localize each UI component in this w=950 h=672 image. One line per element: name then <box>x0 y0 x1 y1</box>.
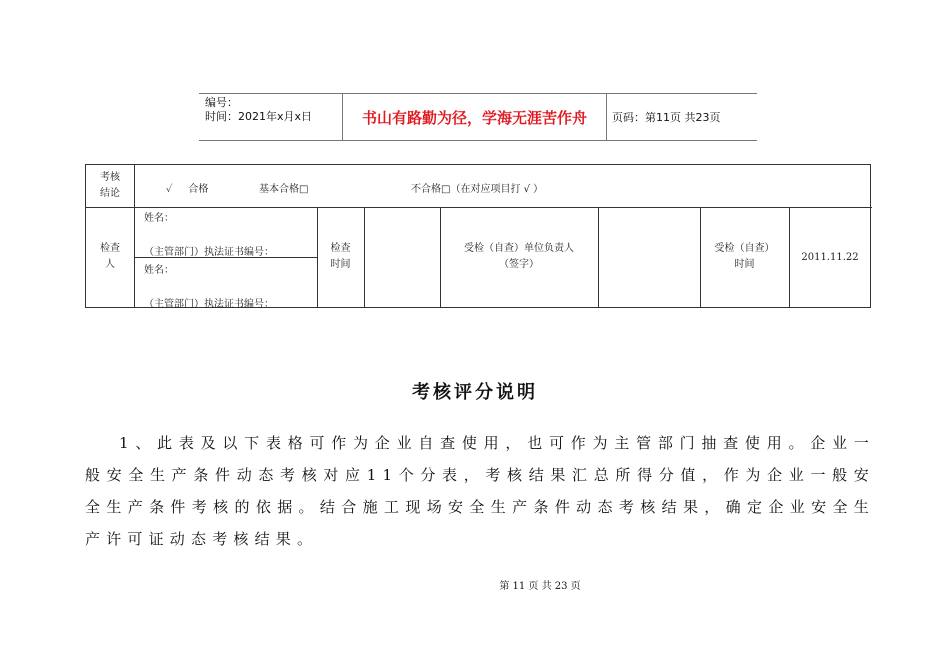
inspector-cert-1: （主管部门）执法证书编号： <box>144 247 274 258</box>
section-title: 考核评分说明 <box>412 382 538 403</box>
time-label: 时间：2021年x月x日 <box>205 110 313 123</box>
responsible-label: 受检（自查）单位负责人 （签字） <box>464 243 574 270</box>
check-time-label: 检查 时间 <box>330 243 351 270</box>
conclusion-label: 考核 结论 <box>100 172 120 199</box>
page-footer: 第 11 页 共 23 页 <box>499 581 581 592</box>
inspector-name-1: 姓名： <box>144 213 174 224</box>
basic-pass-option: 基本合格□ <box>259 184 309 195</box>
header-meta <box>199 94 342 140</box>
header-bottom-rule <box>199 140 757 141</box>
inspector-label: 检查 人 <box>100 243 120 270</box>
inspector-cert-2: （主管部门）执法证书编号： <box>144 299 274 310</box>
motto: 书山有路勤为径，学海无涯苦作舟 <box>342 94 607 140</box>
pass-option: ✓ 合格 <box>166 184 209 195</box>
responsible-signature <box>598 207 700 307</box>
inspected-date: 2011.11.22 <box>801 251 859 263</box>
inspector-name-2: 姓名： <box>144 265 174 276</box>
check-time-value <box>364 207 440 307</box>
inspected-time-label: 受检（自查） 时间 <box>714 243 775 270</box>
number-label: 编号： <box>205 96 238 109</box>
explanation-paragraph <box>85 427 875 555</box>
col-divider <box>134 165 135 307</box>
page-indicator: 页码：第11页 共23页 <box>612 111 721 124</box>
fail-option: 不合格□（在对应项目打 √ ） <box>411 184 544 195</box>
paragraph-text: 1、此表及以下表格可作为企业自查使用，也可作为主管部门抽查使用。企业一般安全生产条件动态考核对应11个分表，考核结果汇总所得分值，作为企业一般安全生产条件考核的依据。结合施工现场安全生产条件动态考核结果，确定企业安全生产许可证动态考核结果。 <box>85 434 875 548</box>
assessment-table <box>85 164 871 308</box>
